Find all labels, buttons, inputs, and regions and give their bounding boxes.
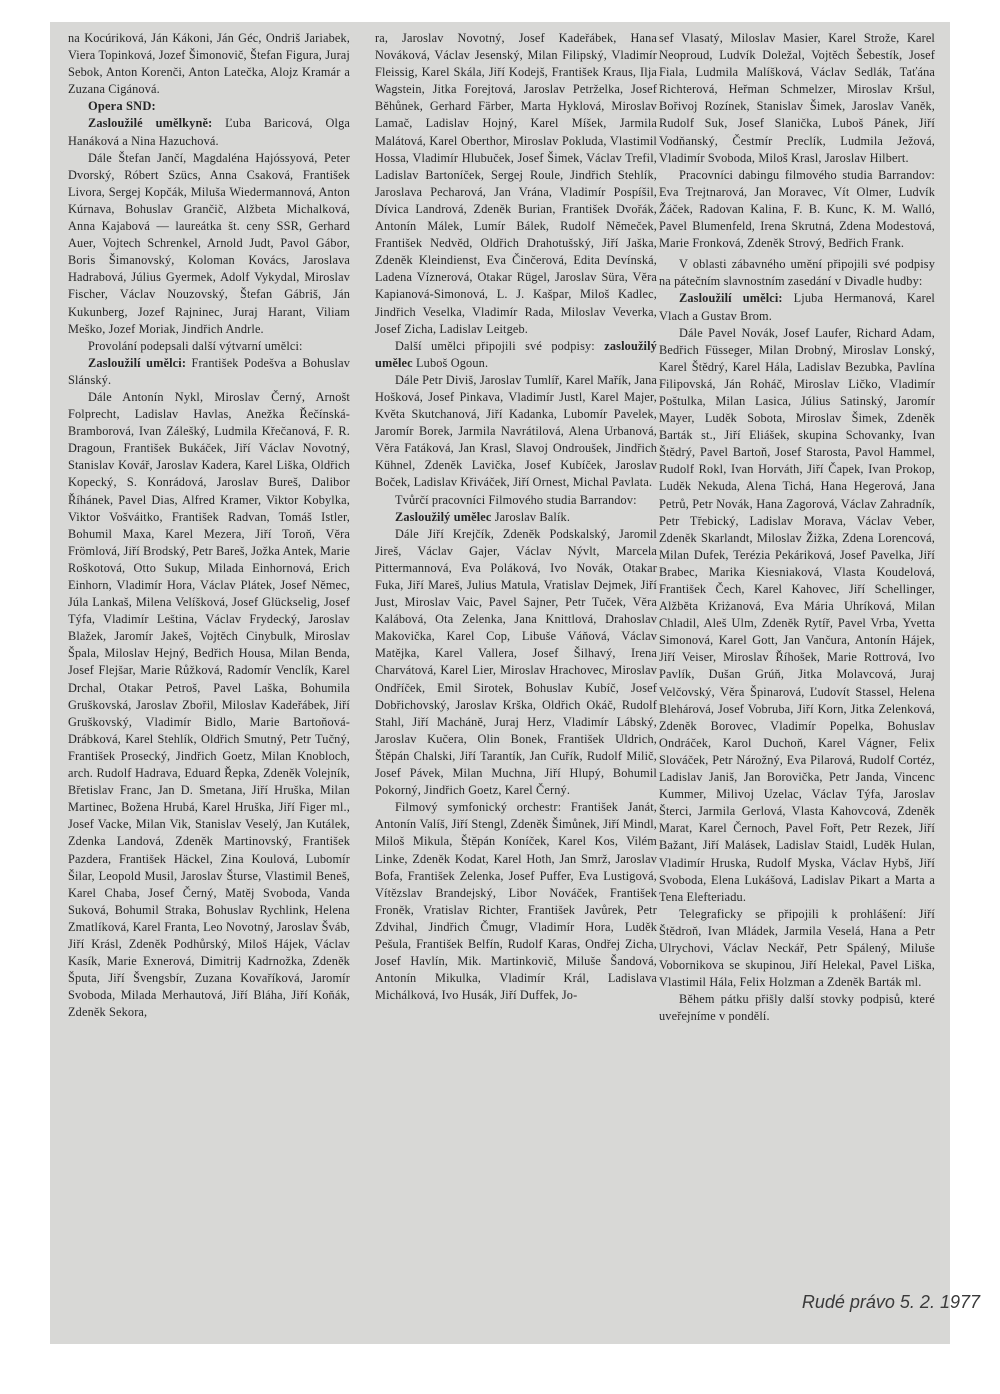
paragraph [68, 355, 350, 389]
paragraph-text: Dále Petr Diviš, Jaroslav Tumlíř, Karel Mařík, Jana Hošková, Josef Pinkava, Vladimír Justl, Karel Majer, Květa Skutchanová, Jiří Kadanka, Lubomír Pavelek, Jaromír Borek, Jarmila Navrátilová, Alena Urbanová, Věra Fatáková, Jan Krasl, Slavoj Ondroušek, Jindřich Kühnel, Zdeněk Lavička, Josef Kubíček, Jaroslav Boček, Ladislav Křiváček, Jiří Ornest, Michal Pavlata. [375, 372, 657, 490]
column-2 [375, 30, 657, 1330]
paragraph-text: V oblasti zábavného umění připojili své podpisy na pátečním slavnostním zasedání v Divadle hudby: [659, 257, 935, 289]
paragraph-text: na Kocúriková, Ján Kákoni, Ján Géc, Ondriš Jariabek, Viera Topinková, Jozef Šimonovič, Štefan Figura, Juraj Sebok, Anton Korenči, Anton Latečka, Alojz Kramár a Zuzana Cigánová. [68, 31, 350, 97]
paragraph [68, 115, 350, 149]
paragraph-text: sef Vlasatý, Miloslav Masier, Karel Strože, Karel Neoproud, Ludvík Doležal, Vojtěch Šebestík, Josef Fiala, Ludmila Malíšková, Václav Sedlák, Taťána Richterová, Heřman Schmelzer, Miroslav Kršul, Bořivoj Rozínek, Stanislav Šimek, Jaroslav Vaněk, Rudolf Suk, Josef Slanička, Luboš Pánek, Jiří Vodňanský, Čestmír Preclík, Ludmila Ježová, Vladimír Svoboda, Miloš Krasl, Jaroslav Hilbert. [659, 31, 935, 165]
section-heading: Opera SND: [88, 99, 156, 114]
paragraph-text: Provolání podepsali další výtvarní umělci: [88, 338, 303, 353]
paragraph [659, 906, 935, 991]
paragraph-text: Ljuba Hermanová, Karel Vlach a Gustav Brom. [659, 291, 935, 323]
paragraph-text: Filmový symfonický orchestr: František Janát, Antonín Valíš, Jiří Stengl, Zdeněk Šimůnek, Jiří Mindl, Miloš Mikula, Štěpán Koníček, Karel Kos, Vilém Linke, Zdeněk Kodat, Karel Hoth, Jan Smrž, Jaroslav Bofa, František Zelenka, Josef Puffer, Eva Lustigová, Vítězslav Brandejský, Libor Nováček, František Froněk, Vratislav Richter, František Javůrek, Petr Zdvihal, Jindřich Čmugr, Vladimír Hora, Luděk Pešula, František Belfín, Rudolf Karas, Ondřej Zicha, Josef Havlín, Mik. Martinkovič, Miluše Šandová, Antonín Mikulka, Vladimír Král, Ladislava Michálková, Ivo Husák, Jiří Duffek, Jo- [375, 800, 657, 1003]
column-3 [659, 30, 935, 1330]
paragraph [375, 30, 657, 338]
bold-title: zasloužilý umělec [375, 338, 657, 370]
paragraph-text: Dále Antonín Nykl, Miroslav Černý, Arnošt Folprecht, Ladislav Havlas, Anežka Řečínská-Bramborová, Ivan Zálešký, Ludmila Křečanová, F. R. Dragoun, František Bukáček, Jiří Václav Novotný, Stanislav Kovář, Jaroslav Kadera, Karel Liška, Oldřich Kopecký, S. Konrádová, Jaroslav Bureš, Dalibor Říhánek, Pavel Dias, Alfred Kramer, Viktor Kobylka, Viktor Vošváitko, František Radvan, Tomáš Istler, Bohumil Maxa, Karel Mezera, Jiří Toroň, Věra Frömlová, Jiří Brodský, Petr Bareš, Jožka Antek, Marie Roškotová, Otto Sukup, Milada Einhornová, Erich Einhorn, Vladimír Hora, Václav Plátek, Josef Němec, Júla Lankaš, Milena Velíšková, Josef Glückselig, Josef Týfa, Vladimír Leština, Václav Frydecký, Jaroslav Blažek, Jaromír Jakeš, Vojtěch Cinybulk, Miroslav Špala, Miloslav Hejný, Bedřich Housa, Milan Benda, Josef Flejšar, Marie Růžková, Radomír Venclík, Karel Drchal, Otakar Petroš, Pavel Laška, Bohumila Gruškovská, Jaroslav Zbořil, Miloslav Kadeřábek, Jiří Gruškovský, Vladimír Bidlo, Marie Bartoňová-Drábková, Karel Stehlík, Oldřich Smutný, Petr Tučný, František Prosecký, Jindřich Goetz, Milan Knobloch, arch. Rudolf Hadrava, Eduard Řepka, Zdeněk Volejník, Břetislav Franc, Jan D. Smetana, Jiří Hruška, Milan Martinec, Božena Hrubá, Karel Hruška, Jiří Figer ml., Josef Vacke, Milan Vik, Stanislav Veselý, Jan Kutálek, Zdenka Landová, Zdeněk Martinovský, František Pazdera, František Häckel, Zina Koulová, Lubomír Šilar, Leopold Musil, Jaroslav Šturse, Vlastimil Beneš, Karel Chaba, Josef Černý, Matěj Svoboda, Vanda Suková, Bohumil Straka, Bohuslav Rychlink, Helena Zmatlíková, Karel Franta, Leo Novotný, Jaroslav Šváb, Jiří Krásl, Zdeněk Podhůrský, Miloš Hájek, Václav Kasík, Marie Exnerová, Dimitrij Kadrnožka, Zdeněk Šputa, Jiří Švengsbír, Zuzana Kovaříková, Jaromír Svoboda, Milada Merhautová, Jiří Bláha, Jiří Koňák, Zdeněk Sekora, [68, 389, 350, 1020]
source-caption: Rudé právo 5. 2. 1977 [801, 1292, 980, 1312]
paragraph [68, 150, 350, 338]
paragraph-text: Dále Jiří Krejčík, Zdeněk Podskalský, Jaromil Jireš, Václav Gajer, Václav Nývlt, Marcela Pittermannová, Eva Poláková, Ivo Novák, Otakar Fuka, Jiří Mareš, Julius Matula, Vratislav Dejmek, Jiří Just, Miroslav Vaic, Pavel Sajner, Petr Tuček, Věra Kalábová, Ota Zelenka, Jana Knittlová, Drahoslav Makovička, Karel Cop, Libuše Váňová, Václav Matějka, Karel Vallera, Josef Šilhavý, Irena Charvátová, Karel Lier, Miroslav Hrachovec, Miroslav Ondříček, Emil Sirotek, Bohuslav Kubíč, Josef Dobřichovský, Jaroslav Krška, Oldřich Okáč, Rudolf Stahl, Jiří Macháně, Juraj Herz, Vladimír Lábský, Jaroslav Kučera, Olin Bonek, František Uldrich, Štěpán Chalski, Jiří Tarantík, Jan Cuřík, Rudolf Milič, Josef Pávek, Milan Muchna, Jiří Hlupý, Bohumil Pokorný, Jindřich Goetz, Karel Černý. [375, 526, 657, 798]
paragraph [375, 799, 657, 1004]
paragraph [68, 338, 350, 355]
paragraph [659, 30, 935, 167]
paragraph [375, 492, 657, 509]
newspaper-page [50, 22, 950, 1344]
paragraph [68, 30, 350, 98]
paragraph [375, 338, 657, 372]
bold-title: Zasloužilý umělec [395, 509, 492, 524]
paragraph-text: Luboš Ogoun. [412, 355, 489, 370]
paragraph-text: Další umělci připojili své podpisy: [395, 338, 605, 353]
paragraph-text: Dále Pavel Novák, Josef Laufer, Richard Adam, Bedřich Füsseger, Milan Drobný, Miroslav Lonský, Karel Štědrý, Karel Hála, Ladislav Bezubka, Pavlína Filipovská, Ján Roháč, Miroslav Ličko, Vladimír Poštulka, Milan Lasica, Július Satinský, Jaromír Mayer, Luděk Sobota, Miroslav Šimek, Zdeněk Barták st., Jiří Eliášek, skupina Schovanky, Ivan Štědrý, Pavel Bartoň, Josef Starosta, Pavol Hammel, Rudolf Rokl, Ivan Horváth, Jiří Čapek, Ivan Prokop, Luděk Nekuda, Alena Tichá, Hana Hegerová, Jana Petrů, Petr Novák, Hana Zagorová, Václav Zahradník, Petr Třebický, Ladislav Morava, Václav Veber, Zdeněk Skarlandt, Miloslav Žižka, Zdena Lorencová, Milan Dufek, Terézia Pekáriková, Josef Pavelka, Jiří Brabec, Marika Kiesniaková, Vlasta Koudelová, František Čech, Karel Kahovec, Jiří Schellinger, Alžběta Kriżanová, Eva Mária Uhríková, Milan Chladil, Aleš Ulm, Zdeněk Rytíř, Pavel Vrba, Yvetta Simonová, Karel Gott, Jan Vančura, Antonín Hájek, Jiří Veiser, Miroslav Říhošek, Marie Rottrová, Ivo Pavlík, Dušan Grúň, Jitka Molavcová, Juraj Velčovský, Věra Špinarová, Ľudovít Stassel, Helena Blehárová, Josef Vobruba, Jiří Korn, Jitka Zelenková, Zdeněk Borovec, Vladimír Popelka, Bohuslav Ondráček, Karol Duchoň, Karel Vágner, Felix Slováček, Petr Nárožný, Eva Pilarová, Rudolf Cortéz, Ladislav Janiš, Jan Borovička, Petr Janda, Vincenc Kummer, Milivoj Uzelac, Václav Týfa, Jaroslav Šterci, Jarmila Gerlová, Vlasta Kahovcová, Zdeněk Marat, Karel Černoch, Pavel Fořt, Petr Rezek, Jiří Bažant, Jiří Malásek, Ladislav Staidl, Luděk Hulan, Vladimír Hruska, Rudolf Myska, Václav Hybš, Jiří Svoboda, Elena Lukášová, Ladislav Pikart a Marta a Tena Elefteriadu. [659, 325, 935, 904]
bold-title: Zasloužilí umělci: [679, 291, 783, 306]
paragraph [659, 290, 935, 324]
paragraph [659, 991, 935, 1025]
paragraph-text: ra, Jaroslav Novotný, Josef Kadeřábek, Hana Nováková, Václav Jesenský, Milan Filipský, Vladimír Fleissig, Karel Skála, Jiří Kodejš, František Kraus, Ilja Wagstein, Jitka Forejtová, Jaroslav Petrželka, Josef Běhůnek, Gerhard Färber, Marta Hyklová, Miroslav Lamač, Ladislav Hojný, Karel Míšek, Jarmila Malátová, Karel Oberthor, Miroslav Pokluda, Vlastimil Hossa, Vladimír Hlubuček, Josef Šimek, Václav Trefil, Ladislav Bartoníček, Sergej Roule, Jindřich Stehlík, Jaroslava Pecharová, Jan Vrána, Vladimír Pospíšil, Dívica Landrová, Zdeněk Burian, František Dvořák, Antonín Málek, Lumír Bálek, Rudolf Němeček, František Nedvěd, Oldřich Drahotušský, Jiří Jaška, Zdeněk Kleindienst, Eva Činčerová, Edita Devínská, Ladena Víznerová, Otakar Rügel, Jaroslav Süra, Věra Kapianová-Simonová, L. J. Kašpar, Miloš Kadlec, Jindřich Veselka, Vladimír Rada, Miloslav Veverka, Josef Zicha, Ladislav Leitgeb. [375, 31, 657, 336]
column-1 [68, 30, 350, 1330]
paragraph [68, 389, 350, 1021]
paragraph-text: Pracovníci dabingu filmového studia Barrandov: Eva Trejtnarová, Jan Moravec, Vít Olmer, Ludvík Žáček, Radovan Kalina, F. B. Kunc, K. M. Walló, Pavel Blumenfeld, Irena Skrutná, Zdena Modestová, Marie Fronková, Zdeněk Strový, Bedřich Frank. [659, 167, 935, 251]
paragraph-text: Během pátku přišly další stovky podpisů, které uveřejníme v pondělí. [659, 992, 935, 1024]
paragraph [375, 526, 657, 800]
paragraph-text: Ľuba Baricová, Olga Hanáková a Nina Hazuchová. [68, 116, 350, 148]
paragraph-text: Jaroslav Balík. [491, 509, 571, 524]
paragraph [375, 509, 657, 526]
bold-title: Zasloužilé umělkyně: [88, 116, 213, 131]
paragraph-text: Dále Štefan Jančí, Magdaléna Hajóssyová, Peter Dvorský, Róbert Szücs, Anna Csaková, František Livora, Sergej Kopčák, Miluša Wiedermannová, Anton Kúrnava, Bohuslav Grančič, Alžbeta Michalková, Anna Kajabová — laureátka št. ceny SSR, Gerhard Auer, Vojtech Schrenkel, Arnold Judt, Pavol Gábor, Boris Šimanovský, Koloman Kovács, Jaroslava Hadrabová, Július Gyermek, Adolf Vykydal, Miroslav Fischer, Václav Nouzovský, Štefan Gábriš, Ján Kukunberg, Jozef Rajninec, Juraj Harant, Viliam Meško, Jozef Moriak, Jindřich Andrle. [68, 150, 350, 336]
paragraph [375, 372, 657, 492]
paragraph [659, 167, 935, 252]
paragraph [659, 325, 935, 906]
paragraph-text: František Podešva a Bohuslav Slánský. [68, 355, 350, 387]
paragraph-text: Telegraficky se připojili k prohlášení: Jiří Štědroň, Ivan Mládek, Jarmila Veselá, Hana a Petr Ulrychovi, Václav Neckář, Petr Spálený, Miluše Vobornikova se skupinou, Jiří Helekal, Pavel Liška, Vlastimil Hála, Felix Holzman a Zdeněk Barták ml. [659, 906, 935, 990]
bold-title: Zasloužilí umělci: [88, 355, 187, 370]
paragraph [659, 256, 935, 290]
paragraph-text: Tvůrčí pracovníci Filmového studia Barrandov: [395, 492, 637, 507]
